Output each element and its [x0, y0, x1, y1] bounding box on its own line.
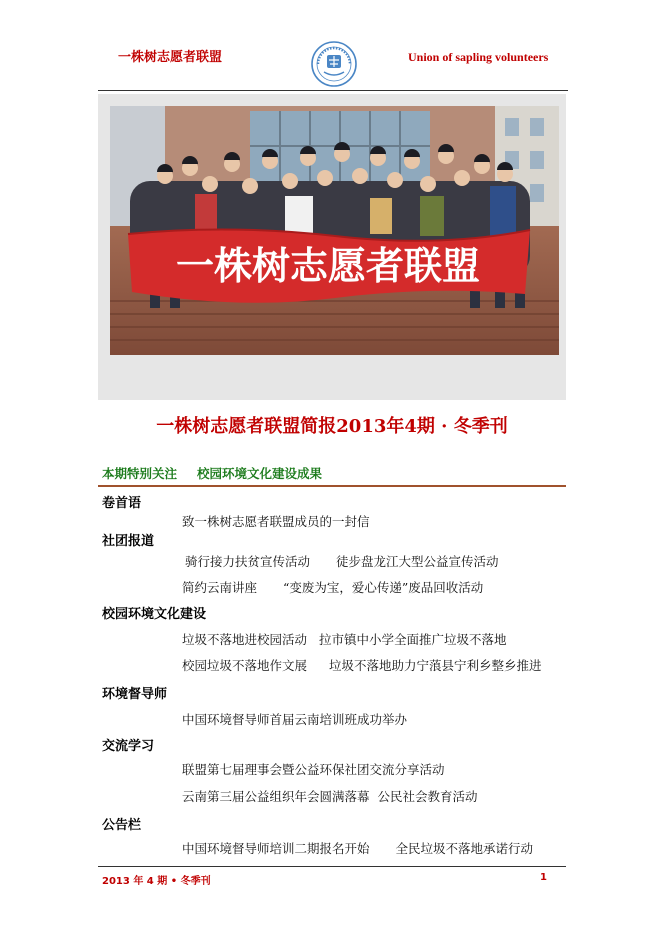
toc-item[interactable]: 联盟第七届理事会暨公益环保社团交流分享活动: [182, 762, 445, 777]
special-focus-line: [102, 464, 322, 482]
footer-issue: 2013 年 4 期 • 冬季刊: [102, 876, 211, 887]
toc-section-preface: 卷首语: [102, 496, 142, 511]
toc-section-bulletin: 公告栏: [102, 818, 142, 833]
toc-item[interactable]: 简约云南讲座 “变废为宝，爱心传递”废品回收活动: [182, 580, 484, 595]
toc-item[interactable]: 校园垃圾不落地作文展 垃圾不落地助力宁蒗县宁利乡整乡推进: [182, 658, 542, 673]
header-divider: [98, 90, 568, 91]
special-focus-topic: 校园环境文化建设成果: [197, 466, 323, 481]
banner-text: 一株树志愿者联盟: [175, 244, 481, 288]
toc-item[interactable]: 骑行接力扶贫宣传活动 徒步盘龙江大型公益宣传活动: [185, 554, 499, 569]
toc-item[interactable]: 中国环境督导师首届云南培训班成功举办: [182, 712, 408, 727]
page-number: 1: [540, 872, 547, 883]
toc-item[interactable]: 中国环境督导师培训二期报名开始 全民垃圾不落地承诺行动: [182, 841, 534, 856]
toc-item[interactable]: 致一株树志愿者联盟成员的一封信: [182, 514, 370, 529]
header-org-name-en: Union of sapling volunteers: [408, 50, 549, 64]
header-org-name-cn: 一株树志愿者联盟: [118, 50, 223, 65]
newsletter-title: 一株树志愿者联盟简报2013年4期 · 冬季刊: [156, 416, 508, 437]
footer-divider: [98, 866, 566, 867]
toc-section-env-supervisor: 环境督导师: [102, 687, 168, 702]
group-photo: [110, 106, 559, 355]
toc-section-club-news: 社团报道: [102, 534, 155, 549]
toc-section-exchange: 交流学习: [102, 739, 155, 754]
focus-divider: [98, 485, 566, 487]
toc-item[interactable]: 云南第三届公益组织年会圆满落幕 公民社会教育活动: [182, 789, 478, 804]
toc-section-campus-culture: 校园环境文化建设: [102, 607, 207, 622]
toc-item[interactable]: 垃圾不落地进校园活动 拉市镇中小学全面推广垃圾不落地: [182, 632, 507, 647]
special-focus-label: 本期特别关注: [102, 466, 178, 481]
sapling-logo-icon: [310, 40, 358, 88]
